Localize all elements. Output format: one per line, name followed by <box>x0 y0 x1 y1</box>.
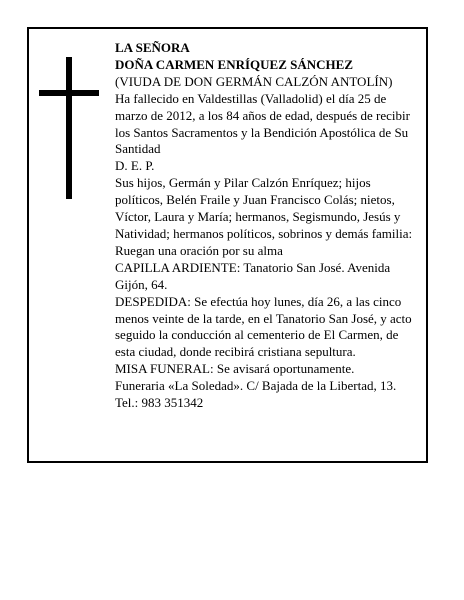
cross-icon <box>39 57 99 199</box>
obituary-notice <box>27 27 428 463</box>
phone-info: Tel.: 983 351342 <box>115 395 204 411</box>
notice-text <box>115 40 421 412</box>
death-announcement: Ha fallecido en Valdestillas (Valladolid) el día 25 de marzo de 2012, a los 84 años de edad, después de recibir los Santos Sacramentos y la Bendición Apostólica de Su Santidad <box>115 90 410 157</box>
cross-horizontal-bar <box>39 90 99 96</box>
chapel-info: CAPILLA ARDIENTE: Tanatorio San José. Avenida Gijón, 64. <box>115 259 391 292</box>
farewell-info: DESPEDIDA: Se efectúa hoy lunes, día 26, a las cinco menos veinte de la tarde, en el Tanatorio San José, y acto seguido la conducción al cementerio de El Carmen, de esta ciudad, donde recibirá cristiana sepultura. <box>115 293 412 360</box>
family-list: Sus hijos, Germán y Pilar Calzón Enríquez; hijos políticos, Belén Fraile y Juan Francisco Colás; nietos, Víctor, Laura y María; hermanos, Segismundo, Jesús y Natividad; hermanos políticos, sobrinos y demás familia: <box>115 175 413 241</box>
prayer-request: Ruegan una oración por su alma <box>115 242 283 258</box>
cross-vertical-bar <box>66 57 72 199</box>
mass-info: MISA FUNERAL: Se avisará oportunamente. <box>115 361 355 377</box>
widow-of-line: (VIUDA DE DON GERMÁN CALZÓN ANTOLÍN) <box>115 73 393 89</box>
dep-line: D. E. P. <box>115 158 155 174</box>
notice-title: LA SEÑORA <box>115 40 190 55</box>
funeral-home-info: Funeraria «La Soledad». C/ Bajada de la Libertad, 13. <box>115 378 397 394</box>
deceased-name: DOÑA CARMEN ENRÍQUEZ SÁNCHEZ <box>115 56 353 72</box>
